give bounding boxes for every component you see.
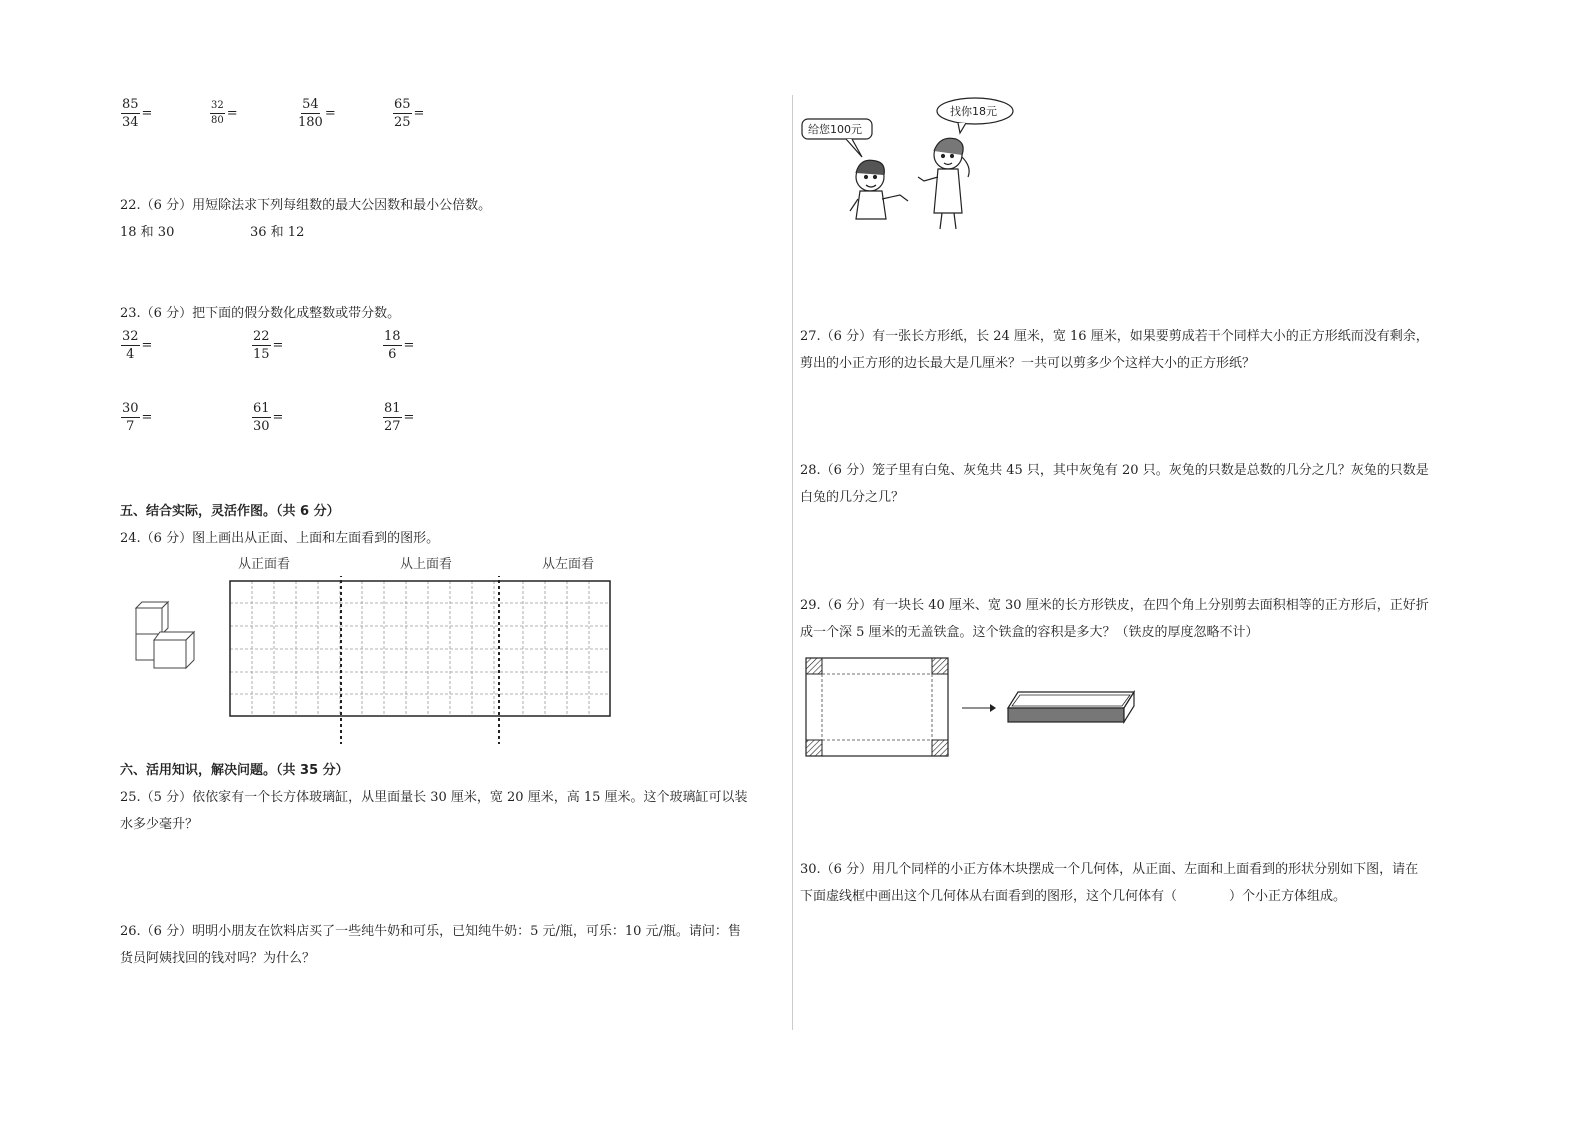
question-29-line-1: 29.（6 分）有一块长 40 厘米、宽 30 厘米的长方形铁皮，在四个角上分别剪去面积相等的正方形后，正好折 (800, 598, 1429, 613)
fraction-30-7: $\frac{30}{7}$ = (122, 401, 153, 434)
question-24: 24.（6 分）图上画出从正面、上面和左面看到的图形。 (120, 531, 440, 546)
fraction-22-15: $\frac{22}{15}$ = (253, 329, 284, 362)
fraction-32-80: $\frac{32}{80}$ = (211, 100, 238, 126)
question-26-line-1: 26.（6 分）明明小朋友在饮料店买了一些纯牛奶和可乐，已知纯牛奶：5 元/瓶，可乐：10 元/瓶。请问：售 (120, 924, 741, 939)
fraction-61-30: $\frac{61}{30}$ = (253, 401, 284, 434)
section-6-title: 六、活用知识，解决问题。（共 35 分） (120, 763, 349, 778)
fraction-81-27: $\frac{81}{27}$ = (384, 401, 415, 434)
question-22: 22.（6 分）用短除法求下列每组数的最大公因数和最小公倍数。 (120, 198, 492, 213)
question-30-line-2: 下面虚线框中画出这个几何体从右面看到的图形，这个几何体有（ ）个小正方体组成。 (800, 889, 1347, 904)
fraction-18-6: $\frac{18}{6}$ = (384, 329, 415, 362)
question-25-line-2: 水多少毫升？ (120, 817, 199, 832)
girl-speech: 找你18元 (950, 105, 997, 118)
question-27-line-2: 剪出的小正方形的边长最大是几厘米？一共可以剪多少个这样大小的正方形纸？ (800, 356, 1256, 371)
fraction-54-180: $\frac{54}{180}$ = (298, 97, 336, 130)
boy-speech: 给您100元 (808, 123, 862, 136)
question-27-line-1: 27.（6 分）有一张长方形纸，长 24 厘米，宽 16 厘米，如果要剪成若干个同样大小的正方形纸而没有剩余， (800, 329, 1429, 344)
label-top-view: 从上面看 (400, 557, 453, 572)
cartoon-figure (800, 95, 1030, 235)
fraction-32-4: $\frac{32}{4}$ = (122, 329, 153, 362)
label-left-view: 从左面看 (542, 557, 595, 572)
q22-pair-2: 36 和 12 (250, 225, 305, 240)
label-front-view: 从正面看 (238, 557, 291, 572)
column-divider (792, 95, 793, 1030)
question-26-line-2: 货员阿姨找回的钱对吗？为什么？ (120, 951, 316, 966)
drawing-grid[interactable] (225, 576, 617, 748)
question-30-line-1: 30.（6 分）用几个同样的小正方体木块摆成一个几何体，从正面、左面和上面看到的形状分别如下图，请在 (800, 862, 1419, 877)
iron-sheet-diagram (800, 652, 1145, 762)
question-28-line-1: 28.（6 分）笼子里有白兔、灰兔共 45 只，其中灰兔有 20 只。灰兔的只数是总数的几分之几？灰兔的只数是 (800, 463, 1429, 478)
question-23: 23.（6 分）把下面的假分数化成整数或带分数。 (120, 306, 401, 321)
cube-stack-figure (128, 598, 200, 674)
section-5-title: 五、结合实际，灵活作图。（共 6 分） (120, 504, 340, 519)
question-29-line-2: 成一个深 5 厘米的无盖铁盒。这个铁盒的容积是多大？（铁皮的厚度忽略不计） (800, 625, 1259, 640)
question-28-line-2: 白兔的几分之几？ (800, 490, 905, 505)
q22-pair-1: 18 和 30 (120, 225, 175, 240)
fraction-65-25: $\frac{65}{25}$ = (394, 97, 425, 130)
question-25-line-1: 25.（5 分）依依家有一个长方体玻璃缸，从里面量长 30 厘米，宽 20 厘米，高 15 厘米。这个玻璃缸可以装 (120, 790, 748, 805)
fraction-85-34: $\frac{85}{34}$ = (122, 97, 153, 130)
